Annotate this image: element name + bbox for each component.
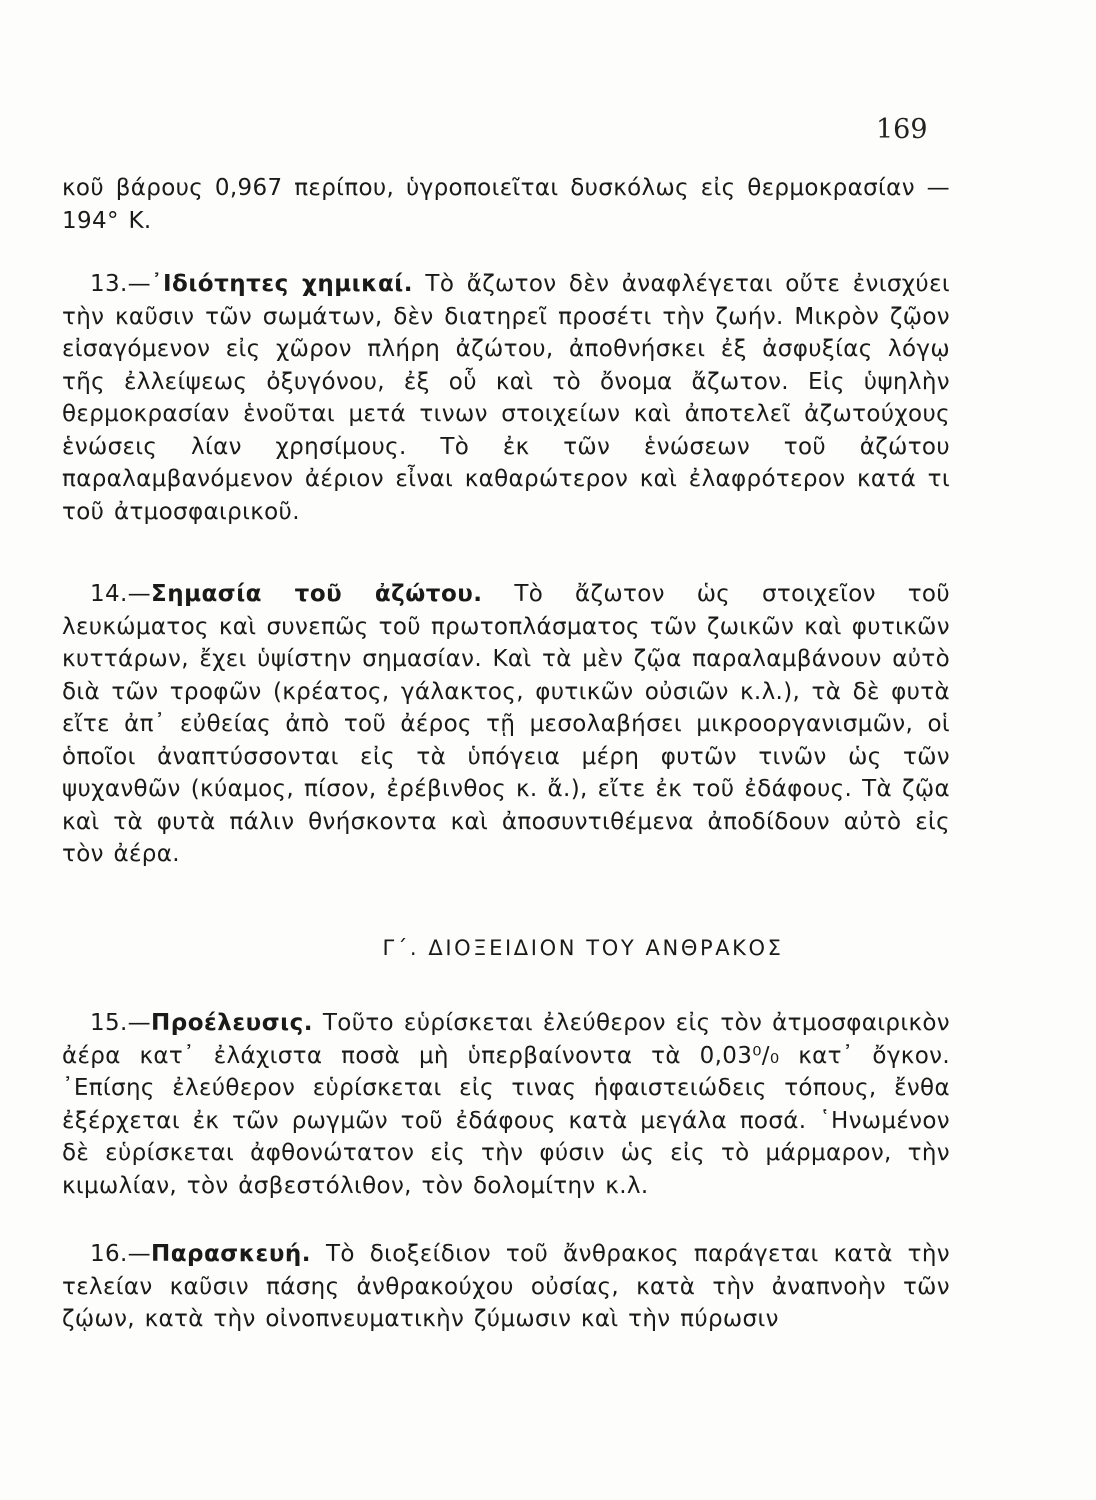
paragraph-14: [62, 578, 950, 871]
paragraph-15-text: Τοῦτο εὑρίσκεται ἐλεύθερον εἰς τὸν ἀτμοσφαιρικὸν ἀέρα κατ᾿ ἐλάχιστα ποσὰ μὴ ὑπερβαίνοντα τὰ 0,03⁰/₀ κατ᾿ ὄγκον. ᾿Επίσης ἐλεύθερον εὑρίσκεται εἰς τινας ἡφαιστειώδεις τόπους, ἔνθα ἐξέρχεται ἐκ τῶν ρωγμῶν τοῦ ἐδάφους κατὰ μεγάλα ποσά. ῾Ηνωμένον δὲ εὑρίσκεται ἀφθονώτατον εἰς τὴν φύσιν ὡς εἰς τὸ μάρμαρον, τὴν κιμωλίαν, τὸν ἀσβεστόλιθον, τὸν δολομίτην κ.λ.: [62, 1010, 950, 1199]
paragraph-13-number: 13.—: [90, 271, 151, 297]
paragraph-13-heading: ᾿Ιδιότητες χημικαί.: [150, 271, 413, 297]
paragraph-intro-text: κοῦ βάρους 0,967 περίπου, ὑγροποιεῖται δυσκόλως εἰς θερμοκρασίαν —194° Κ.: [62, 175, 950, 234]
paragraph-intro: [62, 172, 950, 237]
paragraph-14-heading: Σημασία τοῦ ἀζώτου.: [150, 581, 483, 607]
paragraph-15-heading: Προέλευσις.: [150, 1010, 313, 1036]
paragraph-16-heading: Παρασκευή.: [150, 1241, 311, 1267]
paragraph-14-text: Τὸ ἄζωτον ὡς στοιχεῖον τοῦ λευκώματος καὶ συνεπῶς τοῦ πρωτοπλάσματος τῶν ζωικῶν καὶ φυτικῶν κυττάρων, ἔχει ὑψίστην σημασίαν. Καὶ τὰ μὲν ζῷα παραλαμβάνουν αὐτὸ διὰ τῶν τροφῶν (κρέατος, γάλακτος, φυτικῶν οὐσιῶν κ.λ.), τὰ δὲ φυτὰ εἴτε ἀπ᾿ εὐθείας ἀπὸ τοῦ ἀέρος τῇ μεσολαβήσει μικροοργανισμῶν, οἱ ὁποῖοι ἀναπτύσσονται εἰς τὰ ὑπόγεια μέρη φυτῶν τινῶν ὡς τῶν ψυχανθῶν (κύαμος, πίσον, ἐρέβινθος κ. ἄ.), εἴτε ἐκ τοῦ ἐδάφους. Τὰ ζῷα καὶ τὰ φυτὰ πάλιν θνήσκοντα καὶ ἀποσυντιθέμενα ἀποδίδουν αὐτὸ εἰς τὸν ἀέρα.: [62, 581, 950, 867]
paragraph-16-number: 16.—: [90, 1241, 151, 1267]
paragraph-15: [62, 1007, 950, 1202]
paragraph-14-number: 14.—: [90, 581, 151, 607]
paragraph-16: [62, 1238, 950, 1336]
paragraph-15-number: 15.—: [90, 1010, 151, 1036]
paragraph-13-text: Τὸ ἄζωτον δὲν ἀναφλέγεται οὔτε ἐνισχύει τὴν καῦσιν τῶν σωμάτων, δὲν διατηρεῖ προσέτι τὴν ζωήν. Μικρὸν ζῷον εἰσαγόμενον εἰς χῶρον πλήρη ἀζώτου, ἀποθνήσκει ἐξ ἀσφυξίας λόγῳ τῆς ἐλλείψεως ὀξυγόνου, ἐξ οὗ καὶ τὸ ὄνομα ἄζωτον. Εἰς ὑψηλὴν θερμοκρασίαν ἑνοῦται μετά τινων στοιχείων καὶ ἀποτελεῖ ἀζωτούχους ἑνώσεις λίαν χρησίμους. Τὸ ἐκ τῶν ἑνώσεων τοῦ ἀζώτου παραλαμβανόμενον ἀέριον εἶναι καθαρώτερον καὶ ἐλαφρότερον κατά τι τοῦ ἀτμοσφαιρικοῦ.: [62, 271, 950, 525]
paragraph-16-text: Τὸ διοξείδιον τοῦ ἄνθρακος παράγεται κατὰ τὴν τελείαν καῦσιν πάσης ἀνθρακούχου οὐσίας, κατὰ τὴν ἀναπνοὴν τῶν ζῴων, κατὰ τὴν οἰνοπνευματικὴν ζύμωσιν καὶ τὴν πύρωσιν: [62, 1241, 950, 1332]
section-title: Γ΄. ΔΙΟΞΕΙΔΙΟΝ ΤΟΥ ΑΝΘΡΑΚΟΣ: [382, 936, 784, 960]
page-number: 169: [876, 114, 928, 145]
paragraph-13: [62, 268, 950, 528]
